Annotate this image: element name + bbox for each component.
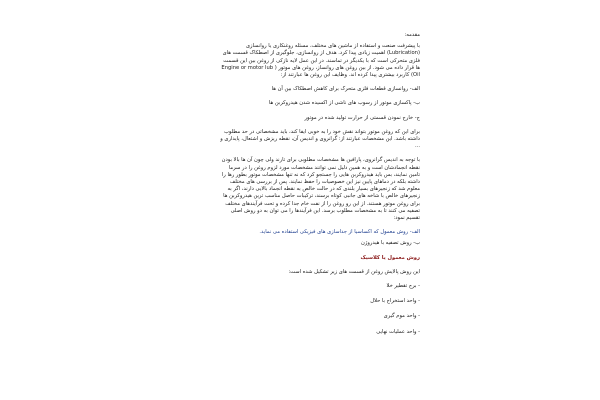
properties-paragraph: برای این که روغن موتور بتواند نقش خود را به خوبی ایفا کند، باید مشخصاتی در حد مطلوب داشته باشد. این مشخصات عبارتند از: گرانروی و اندیس آن، نقطه ریزش و اشتعال، پایداری و ... — [220, 128, 420, 150]
method-b: ب- روش تصفیه با هیدروژن — [361, 240, 420, 247]
unit-item: - واحد عملیات نهایی — [376, 328, 420, 335]
duty-item: الف- روانسازی قطعات فلزی متحرک برای کاهش اصطکاک بین آن ها — [271, 86, 420, 93]
document-body — [218, 32, 420, 344]
classic-heading: روش معمول یا کلاسیک — [360, 254, 420, 261]
methods-link-a[interactable]: الف- روش معمول که اکساسیا از جداسازی های فیزیکی استفاده می نماید. — [259, 229, 420, 236]
classic-intro: این روش پالایش روغن از قسمت های زیر تشکیل شده است: — [288, 268, 420, 275]
unit-item: - برج تقطیر خلا — [386, 283, 420, 290]
intro-paragraph: با پیشرفت صنعت و استفاده از ماشین های مختلف، مسئله روغنکاری یا روانسازی (Lubrication) اهمیت زیادی پیدا کرد. هدف از روانسازی، جلوگیری از اصطکاک قسمت های فلزی متحرکی است که با یکدیگر در تماسند. در این عمل لایه نازکی از روغن بین این قسمت ها قرار داده می شود. از بین روغن های روانساز، روغن های موتور ( Engine or motor lub Oil) کاربرد بیشتری پیدا کرده اند. وظایف این روغن ها عبارتند از: — [221, 43, 420, 79]
duty-item: ب- پاکسازی موتور از رسوب های ناشی از اکسیده شدن هیدروکربن ها — [268, 100, 420, 107]
intro-title: مقدمه: — [404, 32, 420, 38]
unit-item: - واحد موم گیری — [383, 313, 420, 320]
unit-item: - واحد استخراج با حلال — [370, 298, 420, 305]
viscosity-paragraph: با توجه به اندیس گرانروی، پارافین ها مشخصات مطلوبی برای تارند ولی چون آن ها بالا بودن نقطه انجمادشان است و به همین دلیل نمی توانند مشخصات مورد لزوم روغن را در سرما تامین نمایند، بس باید هیدروکربن هایی را جستجو کرد که نه تنها مشخصات موتور بطور رها را داشته بلکه در دماهای پایین نیز این خصوصیات را حفظ نمایند. پس از بررسی های مختلف معلوم شد که زنجیرهای بسیار بلندی که در حالت خالص به نقطه انجماد بالایی دارند، اگر به زنجیرهای خالص با شاخه های جانبی کوتاه برسند، ترکیبات حاصل مناسب ترین هیدروکربن ها برای روغن موتور هستند. از این رو روغن را از نفت خام جدا کرده و تحت فرآیندهای مختلف تصفیه می کنند تا به مشخصات مطلوب برسد. این فرآیندها را می توان به دو روش اصلی تقسیم نمود: — [221, 157, 420, 222]
duty-item: ج- خارج نمودن قسمتی از حرارت تولید شده در موتور — [304, 114, 420, 121]
